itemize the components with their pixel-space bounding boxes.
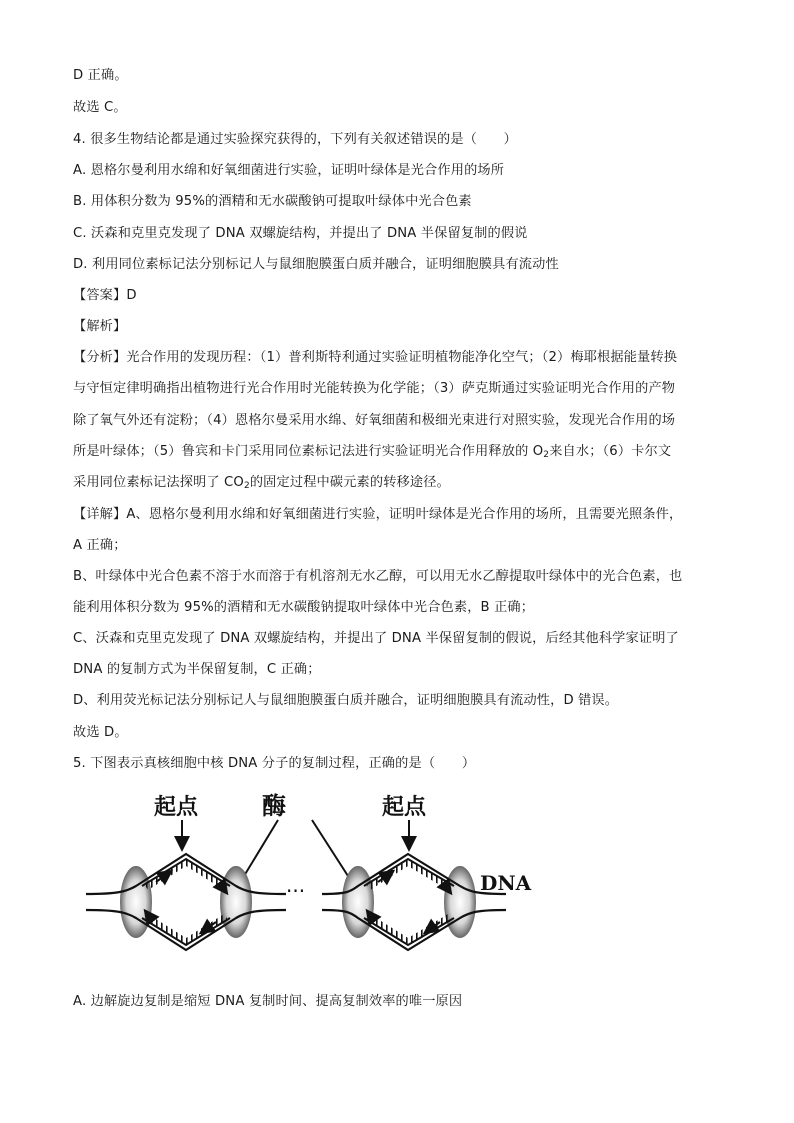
question-5-stem: 5. 下图表示真核细胞中核 DNA 分子的复制过程，正确的是（ ）	[73, 756, 476, 771]
text-line: DNA 的复制方式为半保留复制，C 正确；	[73, 662, 321, 677]
text-line: 【分析】光合作用的发现历程：（1）普利斯特利通过实验证明植物能净化空气；（2）梅耶根据能量转换	[73, 350, 678, 365]
option-b: B. 用体积分数为 95%的酒精和无水碳酸钠可提取叶绿体中光合色素	[73, 194, 472, 209]
continuation-dots: ···	[286, 879, 306, 903]
origin-label-right: 起点	[382, 794, 427, 820]
text-line	[73, 443, 723, 461]
dna-label: DNA	[480, 871, 532, 895]
enzyme-shape	[342, 866, 374, 938]
question-4-stem: 4. 很多生物结论都是通过实验探究获得的，下列有关叙述错误的是（ ）	[73, 132, 518, 147]
text-line	[73, 474, 723, 492]
analysis-heading: 【解析】	[73, 319, 127, 334]
text-line: 【详解】A、恩格尔曼利用水绵和好氧细菌进行实验，证明叶绿体是光合作用的场所，且需要光照条件，	[73, 507, 683, 522]
origin-label-left: 起点	[154, 794, 199, 820]
text-line: 与守恒定律明确指出植物进行光合作用时光能转换为化学能；（3）萨克斯通过实验证明光合作用的产物	[73, 381, 676, 396]
option-c: C. 沃森和克里克发现了 DNA 双螺旋结构，并提出了 DNA 半保留复制的假说	[73, 226, 528, 241]
subscript: 2	[543, 450, 550, 460]
enzyme-pointer-line	[312, 820, 348, 876]
option-a: A. 恩格尔曼利用水绵和好氧细菌进行实验，证明叶绿体是光合作用的场所	[73, 163, 505, 178]
text-line: 能利用体积分数为 95%的酒精和无水碳酸钠提取叶绿体中光合色素，B 正确；	[73, 600, 535, 615]
answer-line: 【答案】D	[73, 288, 137, 303]
text-line: 故选 C。	[73, 100, 127, 115]
enzyme-label: 酶	[262, 791, 286, 820]
text-line: 除了氧气外还有淀粉；（4）恩格尔曼采用水绵、好氧细菌和极细光束进行对照实验，发现光合作用的场	[73, 413, 676, 428]
enzyme-shape	[220, 866, 252, 938]
text-line: B、叶绿体中光合色素不溶于水而溶于有机溶剂无水乙醇，可以用无水乙醇提取叶绿体中的光合色素，也	[73, 569, 683, 584]
option-d: D. 利用同位素标记法分别标记人与鼠细胞膜蛋白质并融合，证明细胞膜具有流动性	[73, 257, 559, 272]
text-segment: 来自水；（6）卡尔文	[549, 444, 672, 459]
text-segment: 采用同位素标记法探明了 CO	[73, 475, 244, 490]
enzyme-shape	[120, 866, 152, 938]
text-segment: 的固定过程中碳元素的转移途径。	[249, 475, 450, 490]
text-line: D、利用荧光标记法分别标记人与鼠细胞膜蛋白质并融合，证明细胞膜具有流动性，D 错误。	[73, 693, 619, 708]
subscript: 2	[243, 481, 250, 491]
text-line: 故选 D。	[73, 725, 128, 740]
text-line: C、沃森和克里克发现了 DNA 双螺旋结构，并提出了 DNA 半保留复制的假说，后经其他科学家证明了	[73, 631, 679, 646]
text-line: A 正确；	[73, 538, 127, 553]
enzyme-shape	[444, 866, 476, 938]
text-line: D 正确。	[73, 68, 128, 83]
question-5-option-a: A. 边解旋边复制是缩短 DNA 复制时间、提高复制效率的唯一原因	[73, 994, 463, 1009]
text-segment: 所是叶绿体；（5）鲁宾和卡门采用同位素标记法进行实验证明光合作用释放的 O	[73, 444, 544, 459]
dna-replication-figure	[86, 786, 532, 971]
replication-bubble-left	[86, 854, 286, 950]
enzyme-pointer-line	[244, 820, 278, 876]
replication-bubble-right	[322, 854, 506, 950]
